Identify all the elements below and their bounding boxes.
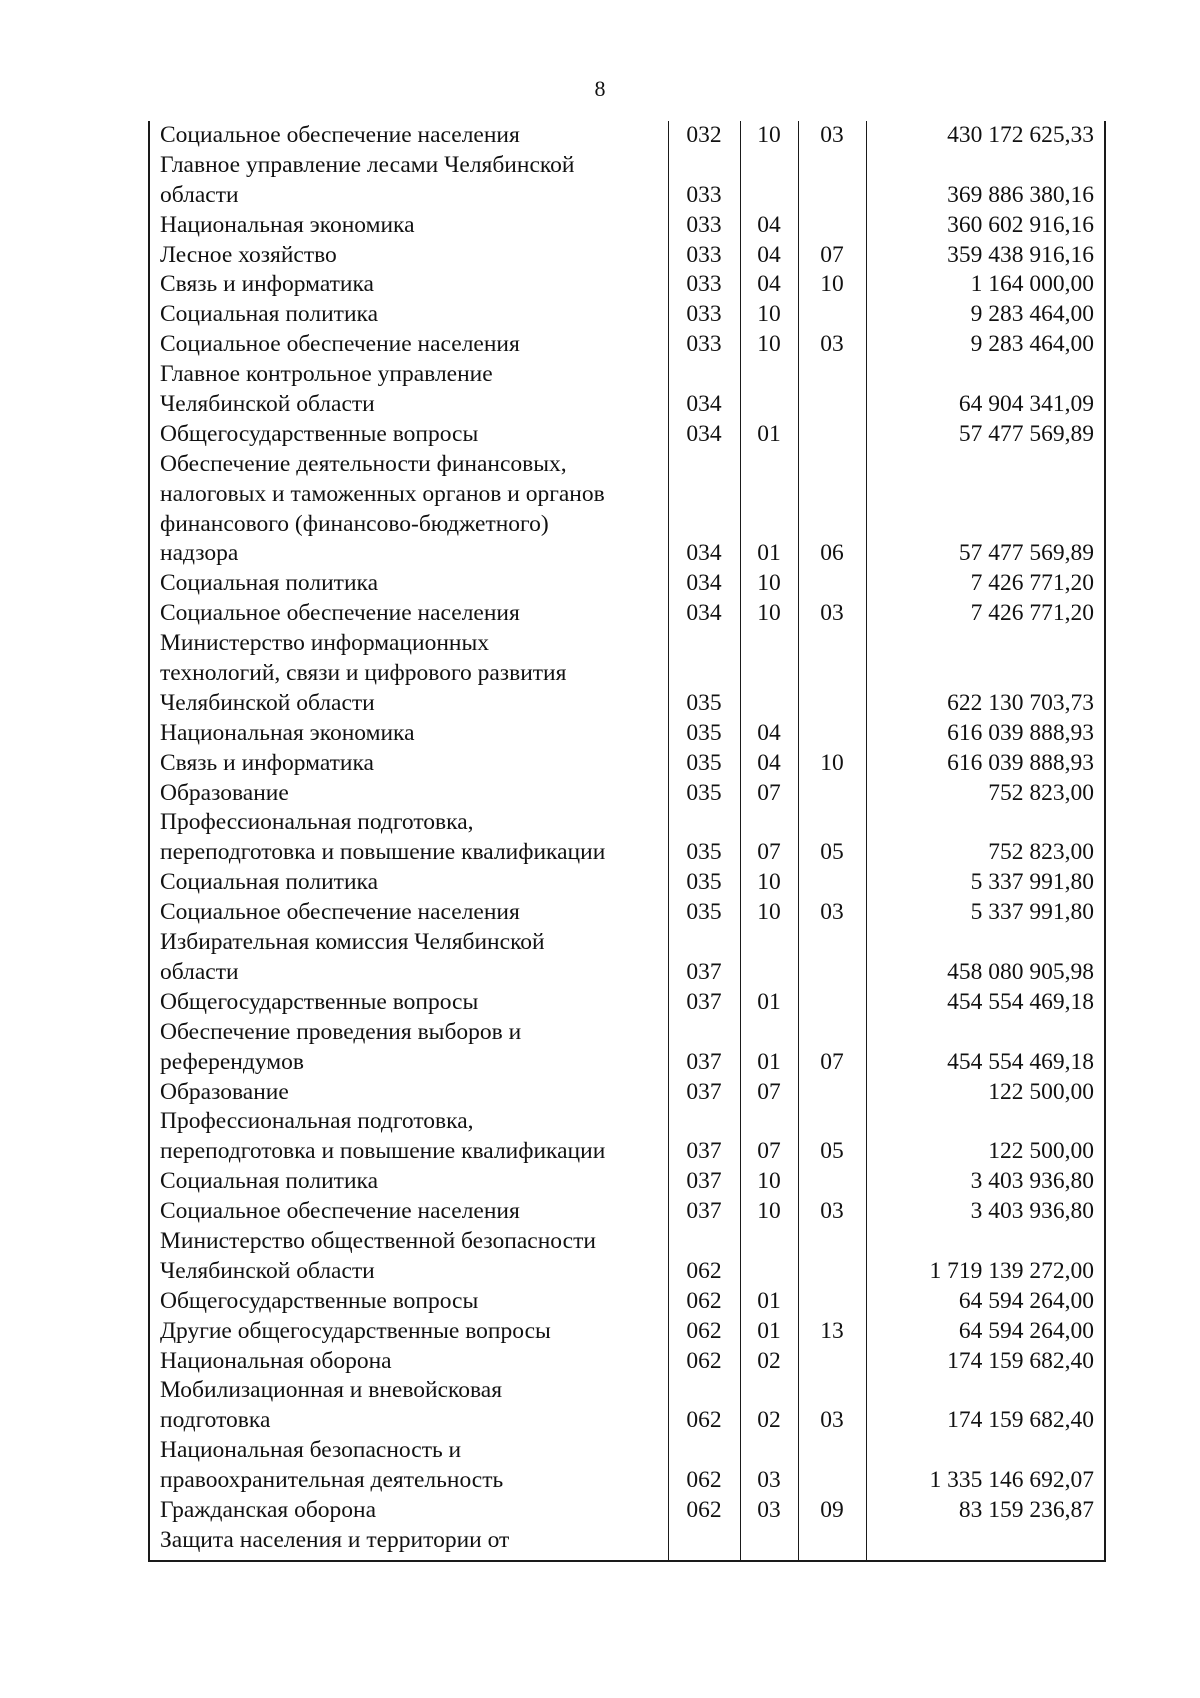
row-section-code: 10: [757, 331, 781, 358]
table-row: [150, 390, 1104, 420]
row-section-code: 07: [757, 1138, 781, 1165]
table-row: [150, 1317, 1104, 1347]
row-name: Общегосударственные вопросы: [160, 1287, 479, 1314]
row-name: переподготовка и повышение квалификации: [160, 839, 606, 866]
row-subsection-code: 03: [820, 331, 844, 358]
table-row: [150, 1227, 1104, 1257]
row-subsection-code: 10: [820, 749, 844, 776]
table-row: [150, 1197, 1104, 1227]
row-grbs-code: 032: [686, 122, 722, 148]
row-amount: 616 039 888,93: [947, 719, 1094, 746]
row-grbs-code: 062: [686, 1257, 722, 1284]
row-subsection-code: 10: [820, 271, 844, 298]
table-row: [150, 988, 1104, 1018]
row-name: Национальная оборона: [160, 1347, 392, 1374]
row-amount: 5 337 991,80: [970, 869, 1094, 896]
row-subsection-code: 05: [820, 1138, 844, 1165]
row-name: Социальная политика: [160, 570, 379, 597]
row-section-code: 10: [757, 899, 781, 926]
row-name: Главное управление лесами Челябинской: [160, 151, 575, 178]
row-section-code: 03: [757, 1467, 781, 1494]
row-name: Главное контрольное управление: [160, 361, 493, 388]
row-amount: 64 904 341,09: [958, 391, 1094, 418]
row-name: подготовка: [160, 1407, 271, 1434]
row-name: технологий, связи и цифрового развития: [160, 660, 567, 687]
table-row: [150, 1257, 1104, 1287]
table-row: [150, 1376, 1104, 1406]
row-amount: 752 823,00: [988, 839, 1094, 866]
table-row: [150, 211, 1104, 241]
row-name: Социальное обеспечение населения: [160, 899, 520, 926]
row-amount: 9 283 464,00: [970, 301, 1094, 328]
row-amount: 622 130 703,73: [947, 689, 1094, 716]
table-row: [150, 689, 1104, 719]
table-row: [150, 1347, 1104, 1377]
table-row: [150, 1526, 1104, 1556]
row-grbs-code: 062: [686, 1287, 722, 1314]
row-section-code: 01: [757, 1287, 781, 1314]
table-row: [150, 928, 1104, 958]
table-row: [150, 300, 1104, 330]
row-grbs-code: 037: [686, 958, 722, 985]
row-grbs-code: 035: [686, 689, 722, 716]
table-row: [150, 569, 1104, 599]
row-grbs-code: 033: [686, 331, 722, 358]
row-name: Социальное обеспечение населения: [160, 331, 520, 358]
table-row: [150, 808, 1104, 838]
table-row: [150, 1048, 1104, 1078]
table-row: [150, 1287, 1104, 1317]
row-name: Профессиональная подготовка,: [160, 809, 474, 836]
table-row: [150, 749, 1104, 779]
row-section-code: 01: [757, 1317, 781, 1344]
budget-table: [148, 121, 1106, 1562]
row-section-code: 10: [757, 869, 781, 896]
row-name: Социальное обеспечение населения: [160, 122, 520, 148]
row-amount: 7 426 771,20: [970, 570, 1094, 597]
row-section-code: 04: [757, 749, 781, 776]
table-row: [150, 270, 1104, 300]
row-name: Национальная экономика: [160, 719, 415, 746]
row-grbs-code: 037: [686, 1048, 722, 1075]
row-grbs-code: 035: [686, 779, 722, 806]
row-amount: 9 283 464,00: [970, 331, 1094, 358]
row-grbs-code: 035: [686, 719, 722, 746]
row-grbs-code: 035: [686, 869, 722, 896]
table-row: [150, 539, 1104, 569]
row-name: Министерство общественной безопасности: [160, 1227, 596, 1254]
table-row: [150, 898, 1104, 928]
table-row: [150, 241, 1104, 271]
row-grbs-code: 037: [686, 1168, 722, 1195]
row-section-code: 01: [757, 988, 781, 1015]
row-name: правоохранительная деятельность: [160, 1467, 504, 1494]
row-grbs-code: 034: [686, 420, 722, 447]
row-amount: 360 602 916,16: [947, 211, 1094, 238]
row-name: Социальное обеспечение населения: [160, 1198, 520, 1225]
row-name: Обеспечение деятельности финансовых,: [160, 450, 567, 477]
row-subsection-code: 03: [820, 1198, 844, 1225]
row-amount: 122 500,00: [988, 1078, 1094, 1105]
row-subsection-code: 13: [820, 1317, 844, 1344]
table-row: [150, 868, 1104, 898]
row-grbs-code: 062: [686, 1347, 722, 1374]
table-row: [150, 1496, 1104, 1526]
row-name: Другие общегосударственные вопросы: [160, 1317, 551, 1344]
row-name: Общегосударственные вопросы: [160, 988, 479, 1015]
page-number: 8: [594, 76, 606, 101]
row-grbs-code: 037: [686, 1078, 722, 1105]
table-row: [150, 181, 1104, 211]
row-amount: 83 159 236,87: [958, 1496, 1094, 1523]
row-name: Челябинской области: [160, 391, 375, 418]
table-row: [150, 360, 1104, 390]
table-row: [150, 719, 1104, 749]
row-subsection-code: 05: [820, 839, 844, 866]
row-section-code: 04: [757, 719, 781, 746]
row-section-code: 10: [757, 1198, 781, 1225]
row-amount: 1 335 146 692,07: [929, 1467, 1094, 1494]
table-row: [150, 629, 1104, 659]
row-name: Национальная безопасность и: [160, 1437, 462, 1464]
row-amount: 57 477 569,89: [958, 540, 1094, 567]
row-subsection-code: 03: [820, 899, 844, 926]
row-section-code: 02: [757, 1407, 781, 1434]
row-amount: 174 159 682,40: [947, 1407, 1094, 1434]
row-subsection-code: 03: [820, 600, 844, 627]
row-grbs-code: 034: [686, 540, 722, 567]
row-name: области: [160, 181, 239, 208]
row-amount: 57 477 569,89: [958, 420, 1094, 447]
row-grbs-code: 034: [686, 391, 722, 418]
table-row: [150, 1436, 1104, 1466]
row-grbs-code: 062: [686, 1317, 722, 1344]
row-amount: 359 438 916,16: [947, 241, 1094, 268]
row-subsection-code: 03: [820, 1407, 844, 1434]
row-section-code: 07: [757, 839, 781, 866]
row-amount: 1 719 139 272,00: [929, 1257, 1094, 1284]
row-name: Челябинской области: [160, 689, 375, 716]
row-amount: 3 403 936,80: [970, 1198, 1094, 1225]
row-section-code: 07: [757, 1078, 781, 1105]
row-grbs-code: 034: [686, 570, 722, 597]
table-row: [150, 1167, 1104, 1197]
row-amount: 369 886 380,16: [947, 181, 1094, 208]
row-grbs-code: 037: [686, 1198, 722, 1225]
row-name: Образование: [160, 779, 289, 806]
row-section-code: 01: [757, 1048, 781, 1075]
row-name: Образование: [160, 1078, 289, 1105]
row-subsection-code: 09: [820, 1496, 844, 1523]
row-section-code: 04: [757, 241, 781, 268]
row-section-code: 10: [757, 122, 781, 148]
row-name: Национальная экономика: [160, 211, 415, 238]
table-row: [150, 1466, 1104, 1496]
row-name: Обеспечение проведения выборов и: [160, 1018, 522, 1045]
row-name: Социальная политика: [160, 1168, 379, 1195]
row-section-code: 10: [757, 570, 781, 597]
row-grbs-code: 037: [686, 1138, 722, 1165]
row-section-code: 03: [757, 1496, 781, 1523]
row-subsection-code: 03: [820, 122, 844, 148]
row-amount: 616 039 888,93: [947, 749, 1094, 776]
table-row: [150, 510, 1104, 540]
row-amount: 3 403 936,80: [970, 1168, 1094, 1195]
row-grbs-code: 034: [686, 600, 722, 627]
row-amount: 454 554 469,18: [947, 1048, 1094, 1075]
row-section-code: 04: [757, 211, 781, 238]
row-grbs-code: 062: [686, 1407, 722, 1434]
table-row: [150, 330, 1104, 360]
row-name: Общегосударственные вопросы: [160, 420, 479, 447]
table-row: [150, 1107, 1104, 1137]
row-amount: 1 164 000,00: [970, 271, 1094, 298]
row-grbs-code: 033: [686, 271, 722, 298]
row-grbs-code: 037: [686, 988, 722, 1015]
table-row: [150, 599, 1104, 629]
row-section-code: 07: [757, 779, 781, 806]
row-grbs-code: 033: [686, 241, 722, 268]
row-name: Избирательная комиссия Челябинской: [160, 929, 545, 956]
row-name: Лесное хозяйство: [160, 241, 337, 268]
table-row: [150, 1078, 1104, 1108]
row-grbs-code: 062: [686, 1467, 722, 1494]
row-section-code: 10: [757, 301, 781, 328]
row-amount: 174 159 682,40: [947, 1347, 1094, 1374]
row-name: области: [160, 958, 239, 985]
row-name: Связь и информатика: [160, 271, 374, 298]
table-row: [150, 1018, 1104, 1048]
row-section-code: 01: [757, 540, 781, 567]
row-section-code: 02: [757, 1347, 781, 1374]
row-name: Социальная политика: [160, 869, 379, 896]
row-section-code: 10: [757, 600, 781, 627]
row-section-code: 10: [757, 1168, 781, 1195]
table-row: [150, 151, 1104, 181]
table-body: [150, 121, 1104, 1556]
row-amount: 7 426 771,20: [970, 600, 1094, 627]
row-name: Мобилизационная и вневойсковая: [160, 1377, 503, 1404]
table-row: [150, 958, 1104, 988]
row-name: Связь и информатика: [160, 749, 374, 776]
table-row: [150, 480, 1104, 510]
row-name: Социальная политика: [160, 301, 379, 328]
row-amount: 752 823,00: [988, 779, 1094, 806]
table-row: [150, 838, 1104, 868]
row-grbs-code: 035: [686, 749, 722, 776]
table-row: [150, 779, 1104, 809]
row-name: референдумов: [160, 1048, 304, 1075]
row-grbs-code: 035: [686, 899, 722, 926]
row-name: Челябинской области: [160, 1257, 375, 1284]
row-name: Гражданская оборона: [160, 1496, 377, 1523]
row-amount: 430 172 625,33: [947, 122, 1094, 148]
row-grbs-code: 035: [686, 839, 722, 866]
row-name: Министерство информационных: [160, 630, 490, 657]
row-grbs-code: 033: [686, 211, 722, 238]
row-section-code: 04: [757, 271, 781, 298]
row-grbs-code: 062: [686, 1496, 722, 1523]
row-name: финансового (финансово-бюджетного): [160, 510, 549, 537]
table-row: [150, 450, 1104, 480]
row-grbs-code: 033: [686, 181, 722, 208]
table-row: [150, 1137, 1104, 1167]
row-amount: 64 594 264,00: [958, 1287, 1094, 1314]
row-amount: 458 080 905,98: [947, 958, 1094, 985]
row-name: Защита населения и территории от: [160, 1526, 510, 1553]
row-amount: 64 594 264,00: [958, 1317, 1094, 1344]
table-row: [150, 1406, 1104, 1436]
row-name: надзора: [160, 540, 239, 567]
row-grbs-code: 033: [686, 301, 722, 328]
row-amount: 454 554 469,18: [947, 988, 1094, 1015]
row-name: Профессиональная подготовка,: [160, 1108, 474, 1135]
row-section-code: 01: [757, 420, 781, 447]
row-amount: 122 500,00: [988, 1138, 1094, 1165]
table-row: [150, 420, 1104, 450]
row-subsection-code: 07: [820, 241, 844, 268]
table-row: [150, 659, 1104, 689]
row-name: налоговых и таможенных органов и органов: [160, 480, 605, 507]
row-name: переподготовка и повышение квалификации: [160, 1138, 606, 1165]
table-row: [150, 121, 1104, 151]
row-name: Социальное обеспечение населения: [160, 600, 520, 627]
row-subsection-code: 06: [820, 540, 844, 567]
row-amount: 5 337 991,80: [970, 899, 1094, 926]
row-subsection-code: 07: [820, 1048, 844, 1075]
